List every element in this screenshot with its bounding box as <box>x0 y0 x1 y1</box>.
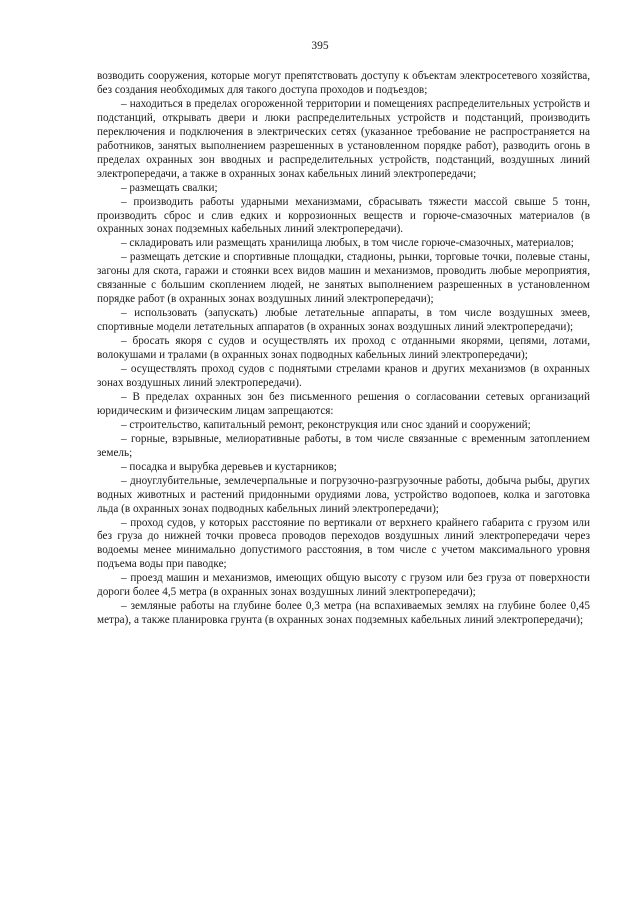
section-intro: – В пределах охранных зон без письменного решения о согласовании сетевых организаций юридическим и физическим лицам запрещаются: <box>97 390 590 417</box>
list-item: – дноуглубительные, землечерпальные и погрузочно-разгрузочные работы, добыча рыбы, других водных животных и растений придонными орудиями лова, устройство водопоев, колка и заготовка льда (в охранных зонах подводных кабельных линий электропередачи); <box>97 474 590 515</box>
list-item: – земляные работы на глубине более 0,3 метра (на вспахиваемых землях на глубине более 0,45 метра), а также планировка грунта (в охранных зонах подземных кабельных линий электропередачи); <box>97 600 590 627</box>
list-item: – горные, взрывные, мелиоративные работы, в том числе связанные с временным затоплением земель; <box>97 432 590 459</box>
list-item: – проезд машин и механизмов, имеющих общую высоту с грузом или без груза от поверхности дороги более 4,5 метра (в охранных зонах воздушных линий электропередачи); <box>97 572 590 599</box>
document-body <box>97 70 590 628</box>
list-item: – складировать или размещать хранилища любых, в том числе горюче-смазочных, материалов; <box>121 237 574 250</box>
list-item: – бросать якоря с судов и осуществлять их проход с отданными якорями, цепями, лотами, волокушами и тралами (в охранных зонах подводных кабельных линий электропередачи); <box>97 335 590 362</box>
paragraph: возводить сооружения, которые могут препятствовать доступу к объектам электросетевого хозяйства, без создания необходимых для такого доступа проходов и подъездов; <box>97 70 590 96</box>
page-number: 395 <box>311 40 329 52</box>
list-item: – строительство, капитальный ремонт, реконструкция или снос зданий и сооружений; <box>121 418 531 431</box>
list-item: – размещать детские и спортивные площадки, стадионы, рынки, торговые точки, полевые станы, загоны для скота, гаражи и стоянки всех видов машин и механизмов, проводить любые мероприятия, связанные с большим скоплением людей, не занятых выполнением разрешенных в установленном порядке работ (в охранных зонах воздушных линий электропередачи); <box>97 251 590 306</box>
list-item: – находиться в пределах огороженной территории и помещениях распределительных устройств и подстанций, открывать двери и люки распределительных устройств и подстанций, производить переключения и подключения в электрических сетях (указанное требование не распространяется на работников, занятых выполнением разрешенных в установленном порядке работ), разводить огонь в пределах охранных зон вводных и распределительных устройств, подстанций, воздушных линий электропередачи, а также в охранных зонах кабельных линий электропередачи; <box>97 97 590 180</box>
list-item: – производить работы ударными механизмами, сбрасывать тяжести массой свыше 5 тонн, производить сброс и слив едких и коррозионных веществ и горюче-смазочных материалов (в охранных зонах подземных кабельных линий электропередачи). <box>97 195 590 236</box>
list-item: – осуществлять проход судов с поднятыми стрелами кранов и других механизмов (в охранных зонах воздушных линий электропередачи). <box>97 363 590 389</box>
list-item: – проход судов, у которых расстояние по вертикали от верхнего крайнего габарита с грузом или без груза до нижней точки провеса проводов переходов воздушных линий электропередачи через водоемы менее минимально допустимого расстояния, в том числе с учетом максимального уровня подъема воды при паводке; <box>97 516 590 571</box>
list-item: – размещать свалки; <box>121 181 218 194</box>
list-item: – использовать (запускать) любые летательные аппараты, в том числе воздушных змеев, спортивные модели летательных аппаратов (в охранных зонах воздушных линий электропередачи); <box>97 307 590 334</box>
list-item: – посадка и вырубка деревьев и кустарников; <box>121 460 337 473</box>
